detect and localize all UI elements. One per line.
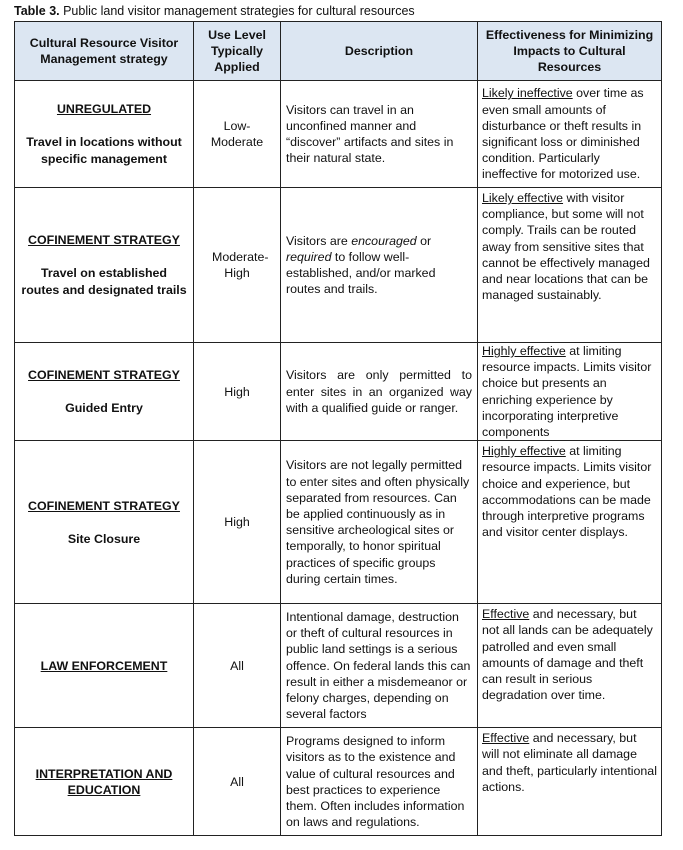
description-cell — [281, 604, 478, 728]
use-level-value: High — [224, 384, 250, 399]
table-caption-label: Table 3. — [14, 4, 60, 18]
effectiveness-text: and necessary, but will not eliminate all damage and theft, particularly intentional actions. — [482, 731, 657, 794]
effectiveness-cell — [478, 343, 662, 441]
description-text-part: or — [416, 233, 432, 248]
use-level-cell — [194, 728, 281, 836]
strategy-detail: Guided Entry — [65, 401, 143, 416]
table-header-row — [15, 22, 662, 81]
effectiveness-rating: Likely effective — [482, 191, 564, 205]
table-row — [15, 81, 662, 188]
effectiveness-rating: Effective — [482, 607, 530, 622]
effectiveness-cell — [478, 441, 662, 604]
strategy-detail: Travel in locations without specific management — [26, 135, 182, 166]
header-effectiveness — [478, 22, 662, 81]
strategy-detail: Site Closure — [67, 531, 141, 546]
strategies-table — [14, 21, 662, 836]
description-cell — [281, 343, 478, 441]
strategy-cell — [15, 343, 194, 441]
use-level-cell — [194, 604, 281, 728]
use-level-cell — [194, 81, 281, 188]
effectiveness-text: with visitor compliance, but some will not comply. Trails can be routed away from sensitive sites that cannot be effectively managed and near locations that can be managed sustainably. — [482, 191, 650, 303]
effectiveness-rating: Effective — [482, 731, 530, 746]
use-level-cell — [194, 343, 281, 441]
strategy-title: UNREGULATED — [56, 102, 152, 117]
strategy-title: COFINEMENT STRATEGY — [28, 367, 180, 382]
header-use-level-label: Use Level Typically Applied — [208, 27, 266, 75]
strategy-title: INTERPRETATION AND EDUCATION — [35, 766, 173, 797]
header-strategy — [15, 22, 194, 81]
table-caption — [14, 3, 415, 19]
use-level-cell — [194, 441, 281, 604]
strategy-cell — [15, 188, 194, 343]
strategy-cell — [15, 604, 194, 728]
description-cell — [281, 441, 478, 604]
use-level-value: Moderate-High — [212, 249, 269, 280]
strategy-title: COFINEMENT STRATEGY — [28, 498, 180, 513]
strategy-title: COFINEMENT STRATEGY — [28, 233, 180, 248]
description-cell — [281, 188, 478, 343]
use-level-value: High — [224, 515, 250, 530]
description-text-part: Visitors are — [286, 233, 352, 248]
table-row — [15, 441, 662, 604]
use-level-value: All — [230, 658, 244, 673]
effectiveness-rating: Highly effective — [482, 344, 566, 358]
strategy-cell — [15, 441, 194, 604]
effectiveness-cell — [478, 604, 662, 728]
strategy-cell — [15, 81, 194, 188]
description-text: Visitors can travel in an unconfined manner and “discover” artifacts and sites in their natural state. — [286, 102, 454, 166]
description-cell — [281, 81, 478, 188]
header-use-level — [194, 22, 281, 81]
effectiveness-text: over time as even small amounts of disturbance or theft results in significant loss or diminished condition. Particularly ineffective for motorized use. — [482, 86, 644, 182]
description-cell — [281, 728, 478, 836]
table-caption-text: Public land visitor management strategies for cultural resources — [59, 4, 415, 18]
effectiveness-rating: Highly effective — [482, 444, 566, 459]
table-row — [15, 343, 662, 441]
strategy-detail: Travel on established routes and designated trails — [21, 266, 187, 297]
header-effectiveness-label: Effectiveness for Minimizing Impacts to Cultural Resources — [485, 27, 654, 75]
effectiveness-text: at limiting resource impacts. Limits visitor choice but presents an enriching experience by incorporating interpretive components — [482, 344, 652, 440]
header-strategy-label: Cultural Resource Visitor Management strategy — [29, 35, 179, 66]
header-description-label: Description — [344, 43, 414, 58]
effectiveness-cell — [478, 81, 662, 188]
use-level-value: All — [230, 774, 244, 789]
description-text: Visitors are only permitted to enter sites in an organized way with a qualified guide or ranger. — [286, 368, 472, 415]
header-description — [281, 22, 478, 81]
description-text: Intentional damage, destruction or theft of cultural resources in public land settings is a serious offence. On federal lands this can result in either a misdemeanor or felony charges, depending on several factors — [286, 610, 471, 722]
description-emphasis: required — [286, 249, 332, 264]
description-text — [281, 233, 477, 298]
strategy-title: LAW ENFORCEMENT — [40, 658, 168, 673]
table-row — [15, 188, 662, 343]
use-level-cell — [194, 188, 281, 343]
description-emphasis: encouraged — [351, 233, 417, 248]
strategy-cell — [15, 728, 194, 836]
table-row — [15, 604, 662, 728]
use-level-value: Low-Moderate — [210, 118, 264, 149]
description-text: Programs designed to inform visitors as to the existence and value of cultural resources and best practices to experience them. Often includes information on laws and regulations. — [286, 734, 465, 830]
effectiveness-rating: Likely ineffective — [482, 86, 573, 101]
effectiveness-text: at limiting resource impacts. Limits visitor choice and experience, but accommodations can be made through interpretive programs and visitor center displays. — [482, 444, 652, 540]
effectiveness-cell — [478, 188, 662, 343]
description-text-part: to follow well-established, and/or marked routes and trails. — [286, 249, 436, 297]
effectiveness-cell — [478, 728, 662, 836]
effectiveness-text: and necessary, but not all lands can be adequately patrolled and even small amounts of damage and theft can result in serious degradation over time. — [482, 607, 653, 703]
description-text: Visitors are not legally permitted to enter sites and often physically separated from resources. Can be applied continuously as in sensitive archeological sites or temporally, to honor spiritual practices of specific groups during certain times. — [286, 458, 470, 586]
table-row — [15, 728, 662, 836]
